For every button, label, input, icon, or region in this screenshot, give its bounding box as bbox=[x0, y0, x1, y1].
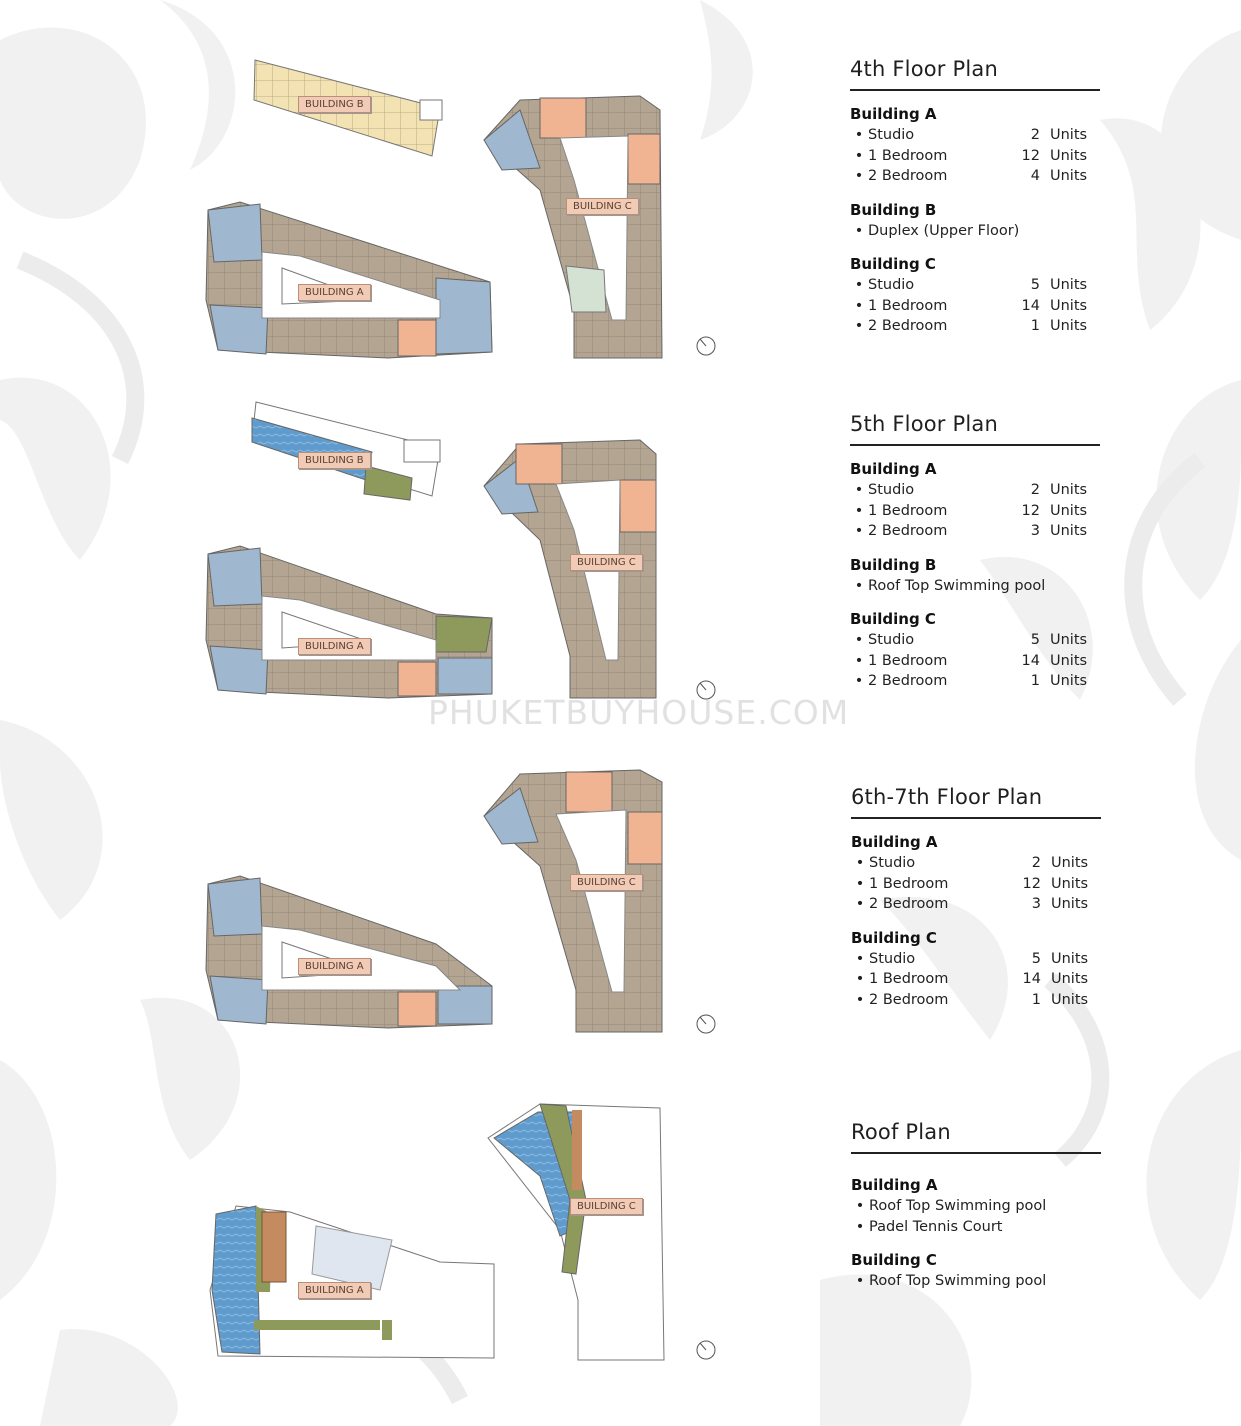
unit-row: • 2 Bedroom 1 Units bbox=[854, 673, 1088, 689]
unit-row: • 1 Bedroom 12 Units bbox=[854, 502, 1088, 519]
unit-row: • Roof Top Swimming pool bbox=[854, 577, 1046, 594]
plan-label-5th-building-c: BUILDING C bbox=[570, 554, 643, 571]
unit-row: • Studio 5 Units bbox=[854, 632, 1088, 648]
building-group bbox=[850, 556, 1110, 597]
unit-row: • 2 Bedroom 4 Units bbox=[854, 168, 1088, 184]
panel-6th-7th-floor bbox=[851, 785, 1111, 1010]
plan-label-6th-7th-building-c: BUILDING C bbox=[570, 874, 643, 891]
plan-4th-compass-icon bbox=[697, 337, 715, 355]
plan-label-4th-building-a: BUILDING A bbox=[298, 284, 371, 301]
panel-roof bbox=[851, 1120, 1111, 1292]
plan-label-5th-building-b: BUILDING B bbox=[298, 452, 371, 469]
building-name: Building A bbox=[850, 105, 937, 123]
unit-row: • Studio 5 Units bbox=[855, 950, 1089, 967]
building-group bbox=[851, 1176, 1111, 1237]
plan-label-5th-building-a: BUILDING A bbox=[298, 638, 371, 655]
unit-row: • Roof Top Swimming pool bbox=[855, 1273, 1047, 1289]
plan-5th-building-a bbox=[206, 546, 492, 698]
building-name: Building C bbox=[850, 255, 936, 273]
plan-roof bbox=[210, 1104, 715, 1360]
building-group bbox=[851, 929, 1111, 1011]
plan-roof-building-c bbox=[488, 1104, 664, 1360]
building-group bbox=[850, 105, 1110, 187]
panel-4th-floor bbox=[850, 57, 1110, 337]
watermark-text: PHUKETBUYHOUSE.COM bbox=[428, 693, 850, 732]
plan-6th-7th-floor bbox=[206, 770, 715, 1033]
plan-label-roof-building-c: BUILDING C bbox=[570, 1198, 643, 1215]
plan-4th-building-c bbox=[484, 96, 662, 358]
plan-6th-7th-building-c bbox=[484, 770, 662, 1032]
panel-divider bbox=[850, 444, 1100, 446]
plan-5th-floor bbox=[206, 402, 715, 699]
building-name: Building A bbox=[851, 1176, 938, 1194]
plan-roof-compass-icon bbox=[697, 1341, 715, 1359]
unit-row: • 1 Bedroom 12 Units bbox=[855, 875, 1089, 892]
building-name: Building B bbox=[850, 200, 937, 219]
building-group bbox=[850, 255, 1110, 337]
plan-label-roof-building-a: BUILDING A bbox=[298, 1282, 371, 1299]
unit-row: • Studio 2 Units bbox=[855, 855, 1089, 871]
plan-6th-7th-building-a bbox=[206, 876, 492, 1028]
panel-divider bbox=[851, 817, 1101, 819]
plan-label-4th-building-b: BUILDING B bbox=[298, 96, 371, 113]
unit-row: • 1 Bedroom 14 Units bbox=[855, 971, 1089, 987]
unit-row: • 1 Bedroom 12 Units bbox=[854, 147, 1088, 164]
unit-row: • Studio 2 Units bbox=[854, 482, 1088, 498]
unit-row: • Studio 5 Units bbox=[854, 277, 1088, 293]
unit-row: • Padel Tennis Court bbox=[855, 1218, 1003, 1235]
unit-row: • 1 Bedroom 14 Units bbox=[854, 297, 1088, 314]
unit-row: • 2 Bedroom 3 Units bbox=[855, 896, 1089, 912]
unit-row: • 2 Bedroom 3 Units bbox=[854, 523, 1088, 539]
building-name: Building A bbox=[851, 833, 938, 851]
unit-row: • 2 Bedroom 1 Units bbox=[854, 318, 1088, 334]
panel-5th-floor bbox=[850, 412, 1110, 692]
building-group bbox=[850, 610, 1110, 692]
building-name: Building C bbox=[850, 610, 936, 628]
building-group bbox=[850, 201, 1110, 242]
unit-row: • 2 Bedroom 1 Units bbox=[855, 991, 1089, 1008]
unit-row: • Roof Top Swimming pool bbox=[855, 1198, 1047, 1214]
panel-divider bbox=[850, 89, 1100, 91]
building-name: Building A bbox=[850, 460, 937, 478]
plan-label-6th-7th-building-a: BUILDING A bbox=[298, 958, 371, 975]
panel-title: 5th Floor Plan bbox=[850, 412, 998, 436]
plan-4th-building-a bbox=[206, 202, 492, 358]
panel-divider bbox=[851, 1152, 1101, 1154]
panel-title: Roof Plan bbox=[851, 1120, 951, 1144]
building-name: Building C bbox=[851, 1251, 937, 1269]
unit-row: • 1 Bedroom 14 Units bbox=[854, 652, 1088, 669]
building-group bbox=[850, 460, 1110, 542]
building-name: Building C bbox=[851, 928, 937, 947]
building-name: Building B bbox=[850, 555, 937, 574]
plan-5th-building-b bbox=[252, 402, 440, 500]
unit-row: • Studio 2 Units bbox=[854, 127, 1088, 143]
panel-title: 4th Floor Plan bbox=[850, 57, 998, 81]
building-group bbox=[851, 833, 1111, 915]
building-group bbox=[851, 1251, 1111, 1292]
unit-row: • Duplex (Upper Floor) bbox=[854, 222, 1020, 239]
plan-label-4th-building-c: BUILDING C bbox=[566, 198, 639, 215]
plan-6th-7th-compass-icon bbox=[697, 1015, 715, 1033]
panel-title: 6th-7th Floor Plan bbox=[851, 785, 1043, 809]
